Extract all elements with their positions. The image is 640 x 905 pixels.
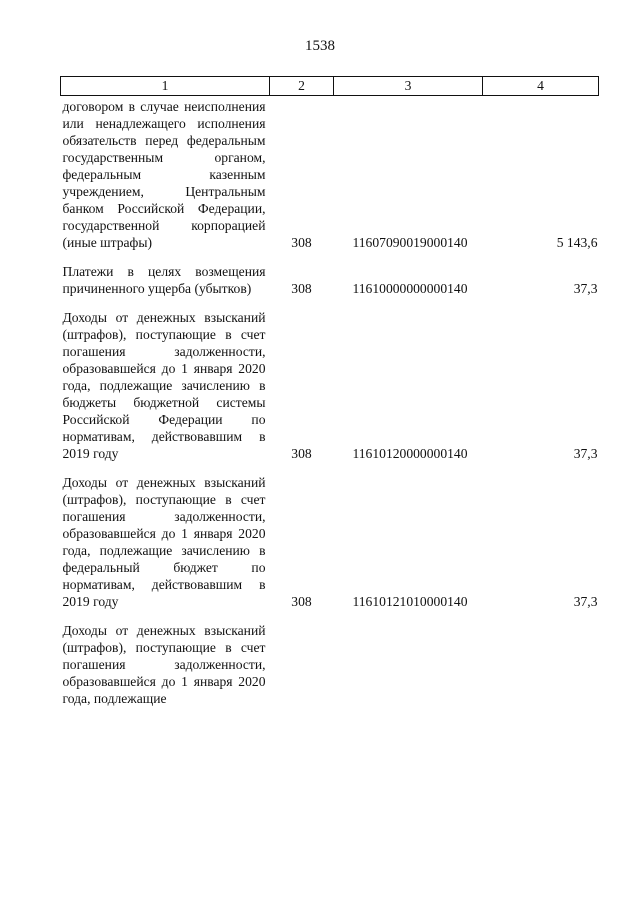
table-row — [61, 263, 599, 297]
row-kbk-code: 11610121010000140 — [352, 594, 468, 609]
table-row — [61, 309, 599, 462]
row-spacer — [61, 462, 599, 474]
row-admin-code: 308 — [291, 281, 312, 296]
row-description: Доходы от денежных взысканий (штрафов), поступающие в счет погашения задолженности, образовавшейся до 1 января 2020 года, подлежащие зачислению в федеральный бюджет по нормативам, действовавшим в 2019 году — [62, 475, 266, 609]
row-spacer — [61, 610, 599, 622]
row-description: Доходы от денежных взысканий (штрафов), поступающие в счет погашения задолженности, образовавшейся до 1 января 2020 года, подлежащие — [62, 623, 266, 706]
header-row — [61, 77, 599, 96]
header-col-4: 4 — [483, 77, 599, 96]
row-amount: 37,3 — [573, 281, 598, 296]
row-description: Доходы от денежных взысканий (штрафов), поступающие в счет погашения задолженности, образовавшейся до 1 января 2020 года, подлежащие зачислению в бюджеты бюджетной системы Российской Федерации по нормативам, действовавшим в 2019 году — [62, 310, 266, 461]
page-number: 1538 — [305, 38, 335, 54]
row-kbk-code: 11607090019000140 — [352, 235, 468, 250]
revenue-table — [60, 76, 599, 707]
row-admin-code: 308 — [291, 594, 312, 609]
table-row — [61, 96, 599, 252]
row-admin-code: 308 — [291, 446, 312, 461]
table-row — [61, 474, 599, 610]
row-admin-code — [270, 622, 334, 707]
table-body — [61, 96, 599, 708]
row-description: Платежи в целях возмещения причиненного ущерба (убытков) — [62, 264, 266, 296]
row-spacer — [61, 297, 599, 309]
header-col-1: 1 — [61, 77, 270, 96]
row-amount — [483, 622, 599, 707]
header-col-2: 2 — [270, 77, 334, 96]
row-amount: 37,3 — [573, 446, 598, 461]
table-row — [61, 622, 599, 707]
row-kbk-code: 11610120000000140 — [352, 446, 468, 461]
table-header — [61, 77, 599, 96]
row-kbk-code — [334, 622, 483, 707]
row-amount: 37,3 — [573, 594, 598, 609]
row-admin-code: 308 — [291, 235, 312, 250]
row-kbk-code: 11610000000000140 — [352, 281, 468, 296]
row-spacer — [61, 251, 599, 263]
header-col-3: 3 — [334, 77, 483, 96]
row-description: договором в случае неисполнения или ненадлежащего исполнения обязательств перед федеральным государственным органом, федеральным казенным учреждением, Центральным банком Российской Федерации, государственной корпорацией (иные штрафы) — [62, 99, 266, 250]
row-amount: 5 143,6 — [556, 235, 598, 250]
